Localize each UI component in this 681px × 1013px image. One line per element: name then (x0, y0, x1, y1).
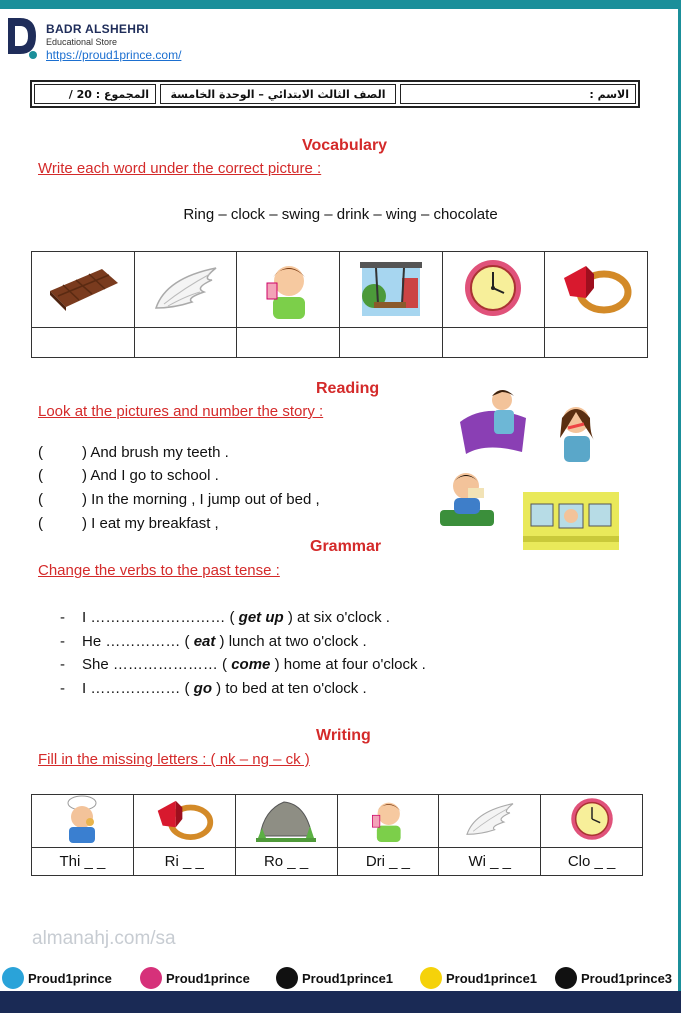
picture-cell (32, 252, 135, 328)
brand-subtitle: Educational Store (46, 37, 118, 47)
list-dash: - (60, 609, 65, 626)
story-text: ) I eat my breakfast , (82, 515, 219, 532)
class-label: الصف الثالث الابتدائي – الوحدة الخامسة (160, 84, 396, 104)
answer-cell[interactable] (32, 328, 135, 358)
grammar-verb: come (231, 656, 271, 673)
brand-name: BADR ALSHEHRI (46, 22, 149, 36)
clock-icon (462, 257, 524, 319)
blank-paren[interactable]: ( (38, 491, 43, 508)
picture-cell (32, 795, 134, 848)
grammar-rest: ) home at four o'clock . (274, 656, 426, 673)
grammar-blank[interactable]: I ……………………… ( (82, 609, 235, 626)
social-handle: Proud1prince (166, 970, 250, 986)
writing-title: Writing (316, 727, 371, 744)
vocabulary-instruction: Write each word under the correct picture : (38, 160, 322, 177)
word-cell[interactable]: Thi _ _ (32, 848, 134, 876)
grammar-item (60, 633, 367, 650)
total-score: المجموع : 20 / (34, 84, 156, 104)
chef-eating-icon (59, 795, 105, 843)
word-cell[interactable]: Ri _ _ (133, 848, 235, 876)
ring-icon (151, 796, 217, 842)
wing-icon (146, 258, 226, 318)
grammar-rest: ) lunch at two o'clock . (219, 633, 367, 650)
social-telegram[interactable] (2, 966, 112, 990)
story-text: ) And brush my teeth . (82, 444, 229, 461)
drink-icon (362, 795, 414, 843)
reading-title: Reading (316, 380, 380, 397)
word-cell[interactable]: Wi _ _ (439, 848, 541, 876)
top-border (0, 0, 681, 9)
blank-paren[interactable]: ( (38, 467, 43, 484)
writing-table (31, 794, 643, 876)
picture-cell (442, 252, 545, 328)
picture-cell (337, 795, 439, 848)
grammar-item (60, 680, 367, 697)
clock-icon (569, 796, 615, 842)
word-cell[interactable]: Ro _ _ (235, 848, 337, 876)
vocabulary-table (31, 251, 648, 358)
blank-paren[interactable]: ( (38, 444, 43, 461)
grammar-verb: get up (238, 609, 284, 626)
picture-cell (340, 252, 443, 328)
telegram-icon (2, 967, 24, 989)
chocolate-icon (46, 265, 120, 311)
story-text: ) And I go to school . (82, 467, 219, 484)
drink-icon (253, 257, 323, 319)
social-handle: Proud1prince1 (446, 970, 538, 986)
answer-cell[interactable] (134, 328, 237, 358)
picture-cell (134, 252, 237, 328)
grammar-item (60, 656, 426, 673)
grammar-blank[interactable]: He …………… ( (82, 633, 190, 650)
social-snapchat[interactable] (420, 966, 537, 990)
brand-url-link[interactable]: https://proud1prince.com/ (46, 48, 182, 62)
social-handle: Proud1prince (28, 970, 112, 986)
grammar-instruction: Change the verbs to the past tense : (38, 562, 280, 579)
girl-waking-icon (456, 382, 530, 458)
bottom-border (0, 991, 681, 1013)
picture-cell (133, 795, 235, 848)
school-bus-icon (523, 492, 619, 550)
grammar-title: Grammar (310, 538, 382, 555)
wing-icon (458, 796, 522, 842)
rock-icon (254, 796, 318, 842)
girl-brushing-teeth-icon (554, 402, 600, 464)
brand-block (46, 22, 181, 62)
reading-instruction: Look at the pictures and number the story : (38, 403, 324, 420)
girl-eating-icon (438, 466, 496, 530)
picture-cell (545, 252, 648, 328)
writing-instruction: Fill in the missing letters : ( nk – ng – ck ) (38, 751, 310, 768)
picture-cell (541, 795, 643, 848)
blank-paren[interactable]: ( (38, 515, 43, 532)
instagram-icon (140, 967, 162, 989)
word-list: Ring – clock – swing – drink – wing – chocolate (183, 206, 498, 223)
x-icon (555, 967, 577, 989)
social-tiktok[interactable] (276, 966, 393, 990)
grammar-blank[interactable]: I ……………… ( (82, 680, 190, 697)
vocabulary-title: Vocabulary (302, 137, 388, 154)
answer-cell[interactable] (340, 328, 443, 358)
grammar-verb: eat (193, 633, 216, 650)
list-dash: - (60, 656, 65, 673)
answer-cell[interactable] (237, 328, 340, 358)
story-item (38, 515, 219, 532)
story-item (38, 467, 219, 484)
story-item (38, 491, 320, 508)
tiktok-icon (276, 967, 298, 989)
watermark: almanahj.com/sa (32, 928, 176, 949)
social-handle: Proud1prince3 (581, 970, 673, 986)
worksheet-header (30, 80, 640, 108)
picture-cell (439, 795, 541, 848)
ring-icon (556, 260, 636, 316)
story-item (38, 444, 229, 461)
social-x[interactable] (555, 966, 672, 990)
list-dash: - (60, 633, 65, 650)
list-dash: - (60, 680, 65, 697)
name-field[interactable]: الاسم : (400, 84, 636, 104)
picture-cell (237, 252, 340, 328)
picture-cell (235, 795, 337, 848)
brand-logo-icon (4, 16, 40, 60)
word-cell[interactable]: Dri _ _ (337, 848, 439, 876)
grammar-blank[interactable]: She ………………… ( (82, 656, 228, 673)
grammar-rest: ) at six o'clock . (287, 609, 390, 626)
answer-cell[interactable] (545, 328, 648, 358)
social-handle: Proud1prince1 (302, 970, 394, 986)
answer-cell[interactable] (442, 328, 545, 358)
grammar-item (60, 609, 390, 626)
grammar-verb: go (193, 680, 212, 697)
story-text: ) In the morning , I jump out of bed , (82, 491, 320, 508)
social-instagram[interactable] (140, 966, 250, 990)
snapchat-icon (420, 967, 442, 989)
word-cell[interactable]: Clo _ _ (541, 848, 643, 876)
swing-icon (356, 256, 426, 320)
grammar-rest: ) to bed at ten o'clock . (216, 680, 367, 697)
